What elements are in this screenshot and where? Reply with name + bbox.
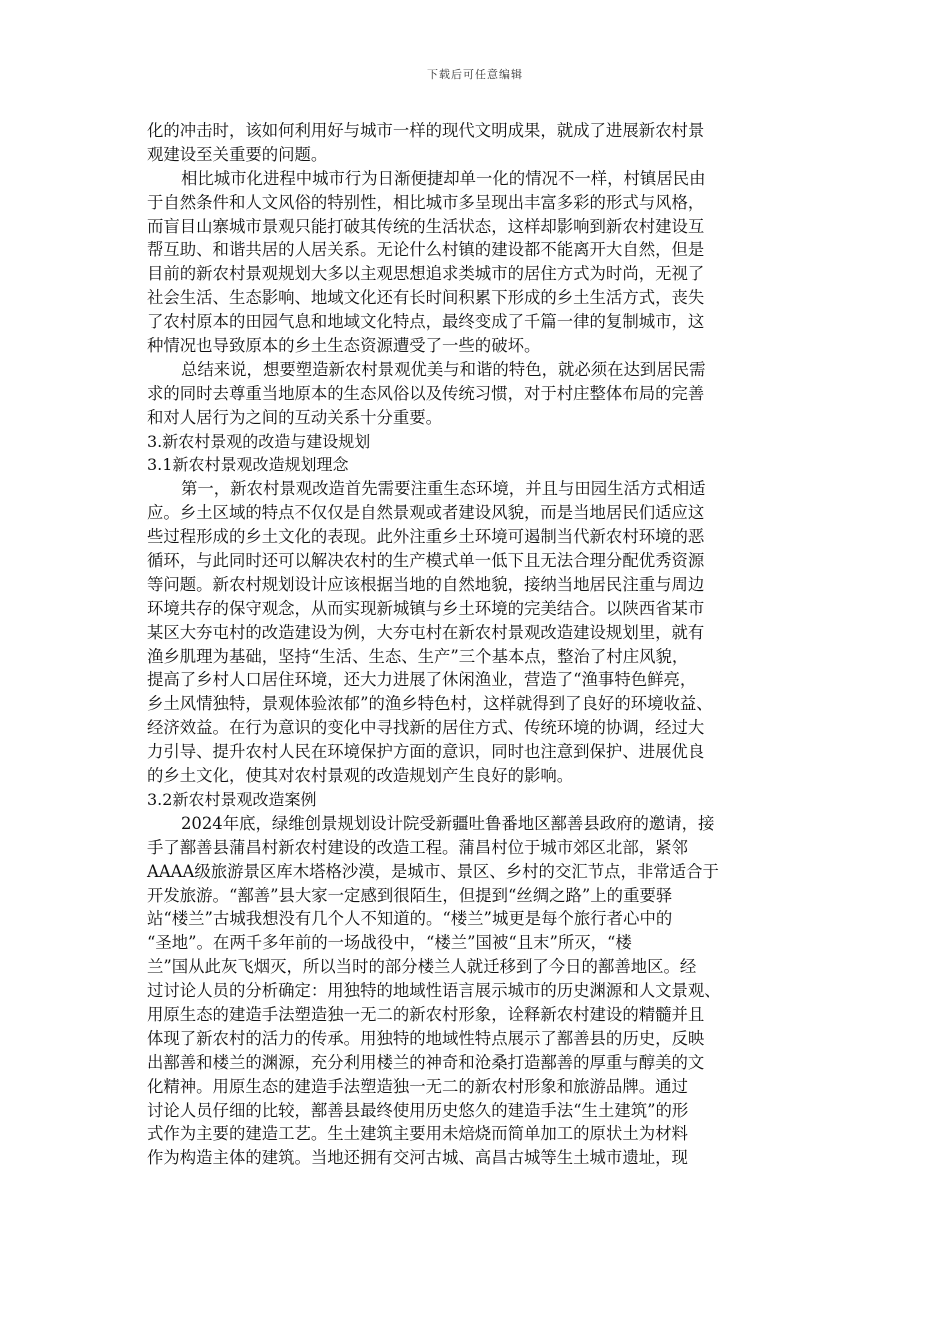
text-line: 于自然条件和人文风俗的特别性，相比城市多呈现出丰富多彩的形式与风格， <box>147 192 705 212</box>
text-line: 化的冲击时，该如何利用好与城市一样的现代文明成果，就成了进展新农村景 <box>147 121 705 140</box>
text-line: 用原生态的建造手法塑造独一无二的新农村形象，诠释新农村建设的精髓并且 <box>147 1004 705 1024</box>
text-line: 第一，新农村景观改造首先需要注重生态环境，并且与田园生活方式相适 <box>181 479 706 499</box>
text-line: 化精神。用原生态的建造手法塑造独一无二的新农村形象和旅游品牌。通过 <box>147 1076 688 1096</box>
page-header-note: 下载后可任意编辑 <box>427 68 523 81</box>
subsection-heading: 3.1新农村景观改造规划理念 <box>147 455 349 475</box>
text-line: AAAA级旅游景区库木塔格沙漠，是城市、景区、乡村的交汇节点，非常适合于 <box>147 861 719 881</box>
text-line: 社会生活、生态影响、地域文化还有长时间积累下形成的乡土生活方式，丧失 <box>147 288 705 308</box>
text-line: 而盲目山寨城市景观只能打破其传统的生活状态，这样却影响到新农村建设互 <box>147 216 705 236</box>
subsection-heading: 3.2新农村景观改造案例 <box>147 789 317 809</box>
text-line: 观建设至关重要的问题。 <box>147 144 328 164</box>
text-line: 某区大夯屯村的改造建设为例，大夯屯村在新农村景观改造建设规划里，就有 <box>147 622 705 642</box>
text-line: 手了鄯善县蒲昌村新农村建设的改造工程。蒲昌村位于城市郊区北部，紧邻 <box>147 837 688 857</box>
text-line: 体现了新农村的活力的传承。用独特的地域性特点展示了鄯善县的历史，反映 <box>147 1028 705 1048</box>
text-line: 环境共存的保守观念，从而实现新城镇与乡土环境的完美结合。以陕西省某市 <box>147 598 705 618</box>
text-line: “圣地”。在两千多年前的一场战役中，“楼兰”国被“且末”所灭，“楼 <box>147 933 632 953</box>
text-line: 出鄯善和楼兰的渊源，充分利用楼兰的神奇和沧桑打造鄯善的厚重与醇美的文 <box>147 1052 705 1072</box>
text-line: 提高了乡村人口居住环境，还大力进展了休闲渔业，营造了“渔事特色鲜亮， <box>147 670 697 690</box>
text-line: 帮互助、和谐共居的人居关系。无论什么村镇的建设都不能离开大自然，但是 <box>147 240 705 260</box>
text-line: 目前的新农村景观规划大多以主观思想追求类城市的居住方式为时尚，无视了 <box>147 264 705 284</box>
text-line: 开发旅游。“鄯善”县大家一定感到很陌生，但提到“丝绸之路”上的重要驿 <box>147 885 673 905</box>
text-line: 兰”国从此灰飞烟灭，所以当时的部分楼兰人就迁移到了今日的鄯善地区。经 <box>147 957 697 977</box>
text-line: 经济效益。在行为意识的变化中寻找新的居住方式、传统环境的协调，经过大 <box>147 718 705 738</box>
text-line: 循环，与此同时还可以解决农村的生产模式单一低下且无法合理分配优秀资源 <box>147 551 705 571</box>
text-line: 求的同时去尊重当地原本的生态风俗以及传统习惯，对于村庄整体布局的完善 <box>147 383 705 403</box>
text-line: 力引导、提升农村人民在环境保护方面的意识，同时也注意到保护、进展优良 <box>147 742 705 762</box>
text-line: 讨论人员仔细的比较，鄯善县最终使用历史悠久的建造手法“生土建筑”的形 <box>147 1100 689 1120</box>
text-line: 过讨论人员的分析确定：用独特的地域性语言展示城市的历史渊源和人文景观、 <box>147 981 721 1001</box>
text-line: 乡土风情独特，景观体验浓郁”的渔乡特色村，这样就得到了良好的环境收益、 <box>147 694 713 714</box>
text-line: 总结来说，想要塑造新农村景观优美与和谐的特色，就必须在达到居民需 <box>181 359 706 379</box>
section-heading: 3.新农村景观的改造与建设规划 <box>147 431 371 451</box>
text-line: 应。乡土区域的特点不仅仅是自然景观或者建设风貌，而是当地居民们适应这 <box>147 503 705 523</box>
text-line: 2024年底，绿维创景规划设计院受新疆吐鲁番地区鄯善县政府的邀请，接 <box>181 813 715 833</box>
text-line: 些过程形成的乡土文化的表现。此外注重乡土环境可遏制当代新农村环境的恶 <box>147 527 705 547</box>
text-line: 和对人居行为之间的互动关系十分重要。 <box>147 407 443 427</box>
text-line: 渔乡肌理为基础，坚持“生活、生态、生产”三个基本点，整治了村庄风貌， <box>147 646 689 666</box>
text-line: 式作为主要的建造工艺。生土建筑主要用未焙烧而简单加工的原状土为材料 <box>147 1124 688 1144</box>
text-line: 作为构造主体的建筑。当地还拥有交河古城、高昌古城等生土城市遗址，现 <box>147 1148 688 1168</box>
text-line: 的乡土文化，使其对农村景观的改造规划产生良好的影响。 <box>147 766 574 786</box>
text-line: 了农村原本的田园气息和地域文化特点，最终变成了千篇一律的复制城市，这 <box>147 312 705 332</box>
text-line: 种情况也导致原本的乡土生态资源遭受了一些的破坏。 <box>147 336 541 356</box>
text-line: 等问题。新农村规划设计应该根据当地的自然地貌，接纳当地居民注重与周边 <box>147 574 705 594</box>
text-line: 相比城市化进程中城市行为日渐便捷却单一化的情况不一样，村镇居民由 <box>181 168 706 188</box>
text-line: 站“楼兰”古城我想没有几个人不知道的。“楼兰”城更是每个旅行者心中的 <box>147 909 673 929</box>
document-body <box>147 119 807 1170</box>
